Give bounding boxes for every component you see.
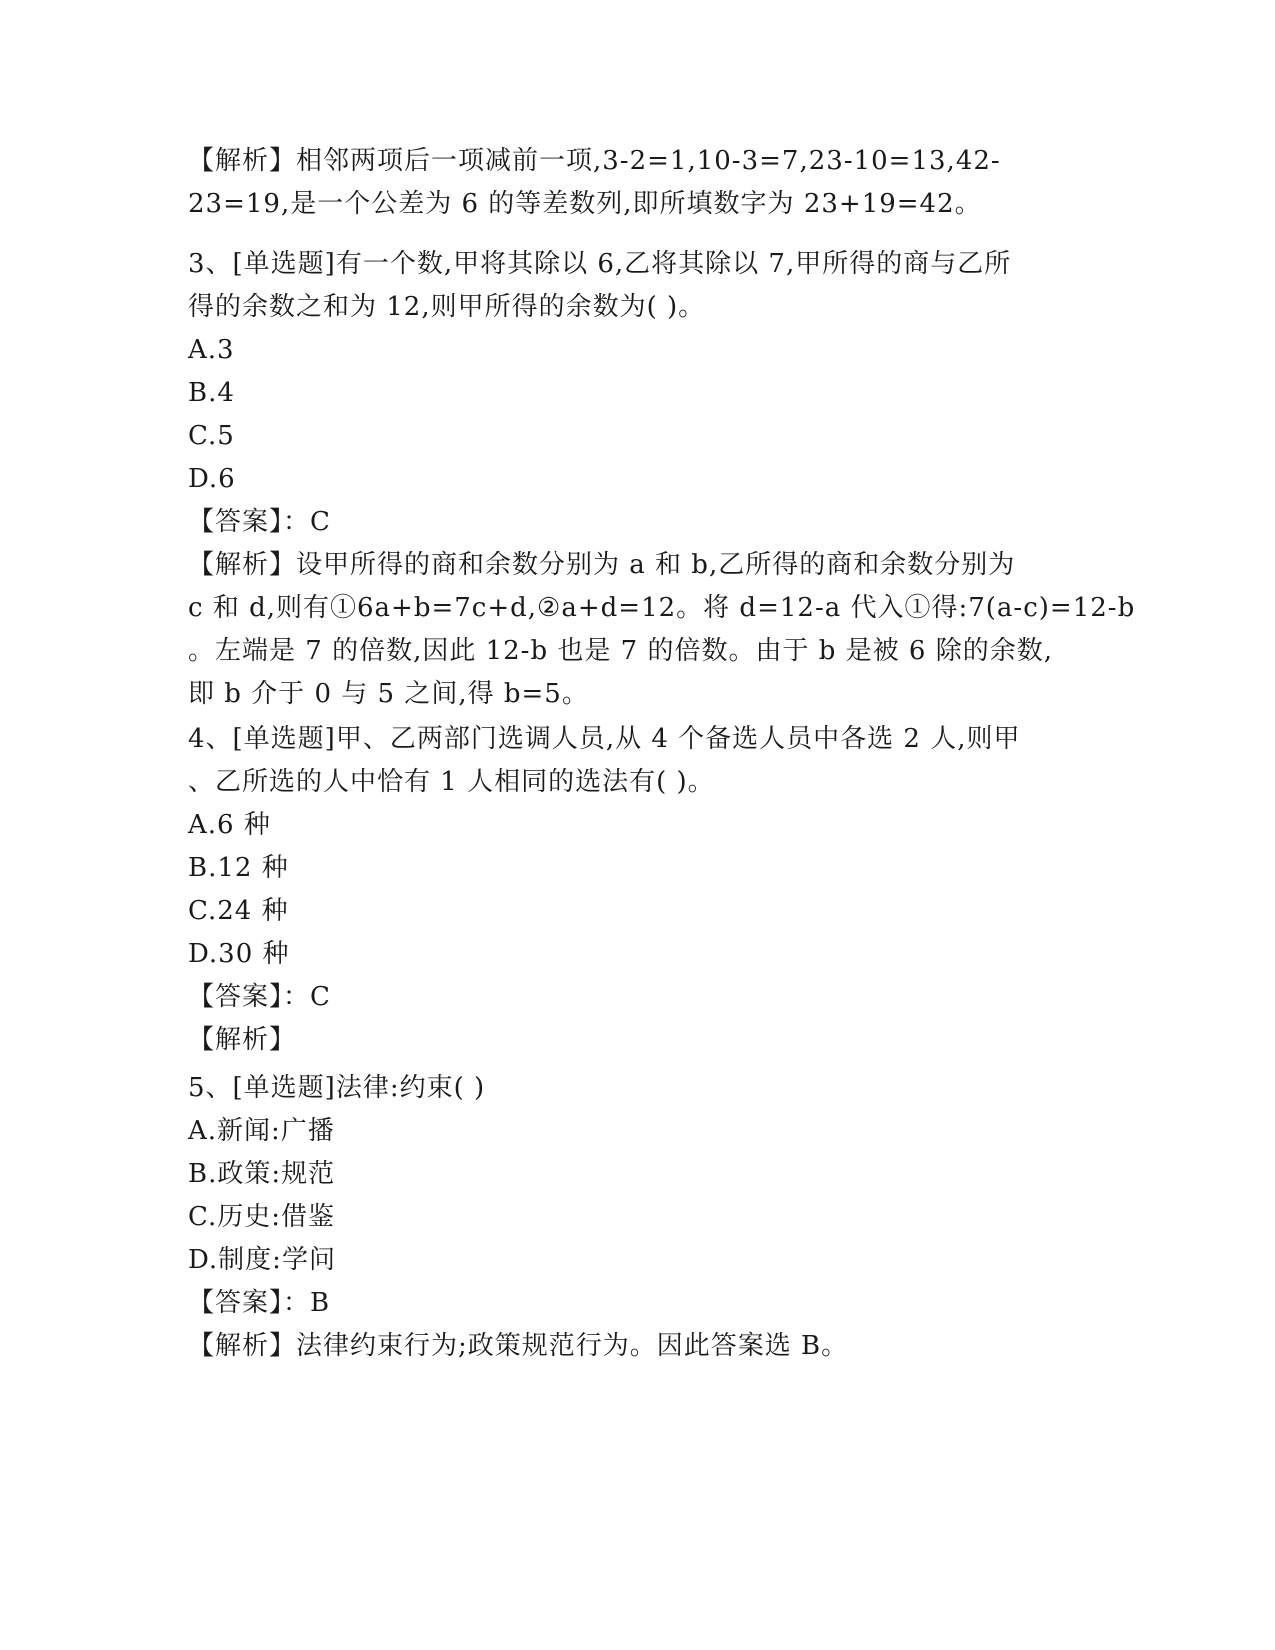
question-stem: 3、[单选题]有一个数,甲将其除以 6,乙将其除以 7,甲所得的商与乙所 — [188, 249, 1012, 279]
option-c: C.5 — [188, 421, 235, 451]
analysis-line: 23=19,是一个公差为 6 的等差数列,即所填数字为 23+19=42。 — [188, 189, 982, 219]
option-a: A.3 — [188, 335, 235, 365]
option-b: B.政策:规范 — [188, 1159, 336, 1189]
option-a: A.新闻:广播 — [188, 1116, 335, 1146]
question-stem: 得的余数之和为 12,则甲所得的余数为( )。 — [188, 292, 706, 322]
answer-line: 【答案】：C — [188, 982, 331, 1012]
analysis-line: 即 b 介于 0 与 5 之间,得 b=5。 — [188, 679, 589, 709]
option-d: D.6 — [188, 464, 236, 494]
question-stem: 5、[单选题]法律:约束( ) — [188, 1073, 486, 1103]
option-d: D.30 种 — [188, 939, 290, 969]
question-stem: 、乙所选的人中恰有 1 人相同的选法有( )。 — [188, 767, 715, 797]
option-c: C.24 种 — [188, 896, 289, 926]
option-b: B.12 种 — [188, 853, 289, 883]
option-a: A.6 种 — [188, 810, 271, 840]
question-5 — [188, 1067, 1088, 1368]
previous-question-analysis — [188, 140, 1088, 226]
answer-line: 【答案】：B — [188, 1288, 331, 1318]
analysis-line: 【解析】相邻两项后一项减前一项,3-2=1,10-3=7,23-10=13,42- — [188, 146, 1001, 176]
answer-line: 【答案】：C — [188, 507, 331, 537]
analysis-line: 【解析】法律约束行为;政策规范行为。因此答案选 B。 — [188, 1331, 849, 1361]
option-c: C.历史:借鉴 — [188, 1202, 335, 1232]
analysis-line: c 和 d,则有①6a+b=7c+d,②a+d=12。将 d=12-a 代入①得:7(a-c)=12-b — [188, 593, 1136, 623]
analysis-line: 【解析】设甲所得的商和余数分别为 a 和 b,乙所得的商和余数分别为 — [188, 550, 1016, 580]
option-d: D.制度:学问 — [188, 1245, 336, 1275]
analysis-line: 。左端是 7 的倍数,因此 12-b 也是 7 的倍数。由于 b 是被 6 除的余数, — [188, 636, 1053, 666]
option-b: B.4 — [188, 378, 235, 408]
question-stem: 4、[单选题]甲、乙两部门选调人员,从 4 个备选人员中各选 2 人,则甲 — [188, 724, 1021, 754]
analysis-line: 【解析】 — [188, 1025, 297, 1055]
question-3 — [188, 243, 1136, 716]
question-4 — [188, 718, 1088, 1062]
